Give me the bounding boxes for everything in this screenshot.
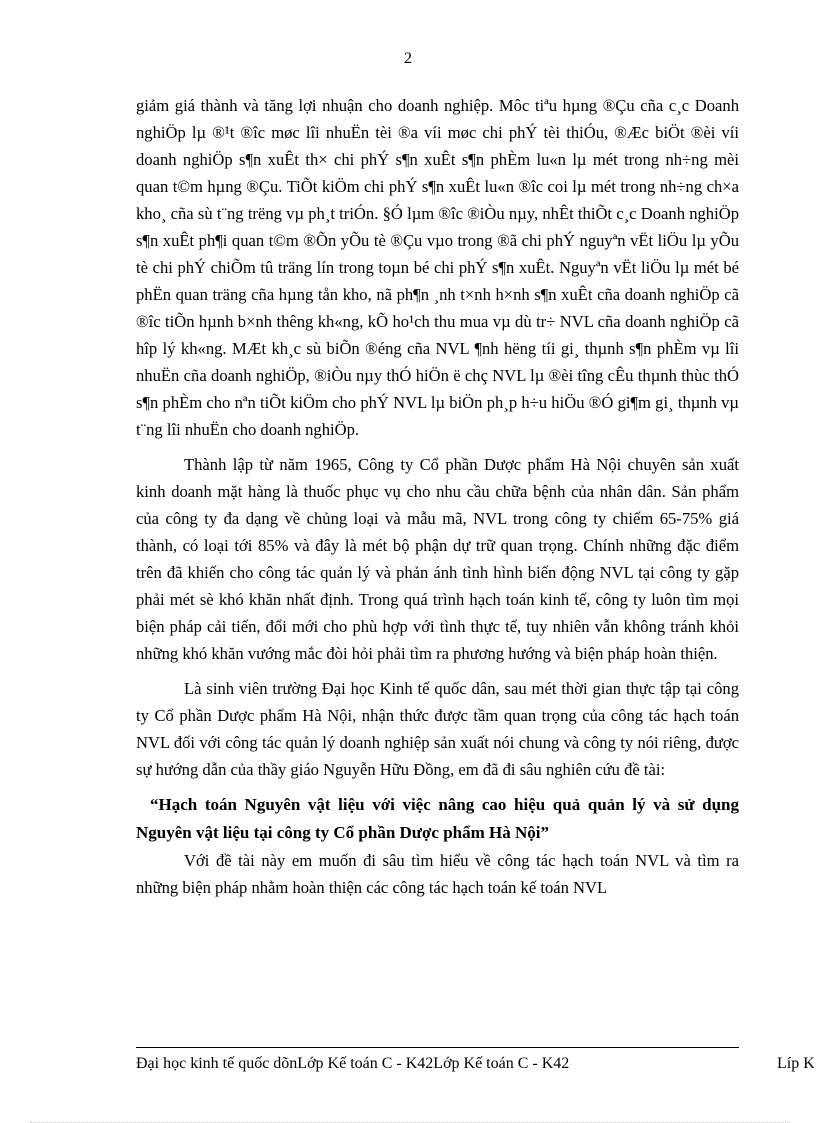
footer-left-text: Đại học kinh tế quốc dõnLớp Kế toán C - K42Lớp Kế toán C - K42 — [136, 1055, 570, 1072]
paragraph-purpose: Với đề tài này em muốn đi sâu tìm hiểu về công tác hạch toán NVL và tìm ra những biện pháp nhằm hoàn thiện các công tác hạch toán kế toán NVL — [136, 851, 739, 897]
document-body — [136, 92, 739, 901]
thesis-topic-title: “Hạch toán Nguyên vật liệu với việc nâng cao hiệu quả quản lý và sử dụng Nguyên vật liệu tại công ty Cổ phần Dược phẩm Hà Nội” — [136, 795, 739, 842]
page-number: 2 — [404, 50, 412, 67]
paragraph-internship: Là sinh viên trường Đại học Kinh tế quốc dân, sau mét thời gian thực tập tại công ty Cổ phần Dược phẩm Hà Nội, nhận thức được tầm quan trọng của công tác hạch toán NVL đối với công tác quản lý doanh nghiệp sản xuất nói chung và công ty nói riêng, được sự hướng dẫn của thầy giáo Nguyễn Hữu Đồng, em đã đi sâu nghiên cứu đề tài: — [136, 679, 739, 779]
footer-right-text: Líp K — [777, 1055, 815, 1072]
footer-divider — [136, 1047, 739, 1048]
paragraph-raw-material-importance: giảm giá thành và tăng lợi nhuận cho doanh nghiệp. Môc tiªu hµng ®Çu cña c¸c Doanh nghiÖp lµ ®¹t ®îc møc lîi nhuËn tèi ®a víi møc chi phÝ tèi thiÓu, ®Æc biÖt ®èi víi doanh nghiÖp s¶n xuÊt th× chi phÝ s¶n xuÊt s¶n phÈm lu«n lµ mét trong nh÷ng mèi quan t©m hµng ®Çu. TiÕt kiÖm chi phÝ s¶n xuÊt lu«n ®îc coi lµ mét trong nh÷ng ch×a kho¸ cña sù t¨ng trëng vµ ph¸t triÓn. §Ó lµm ®îc ®iÒu nµy, nhÊt thiÕt c¸c Doanh nghiÖp s¶n xuÊt ph¶i quan t©m ®Õn yÕu tè ®Çu vµo trong ®ã chi phÝ nguyªn vËt liÖu lµ yÕu tè chi phÝ chiÕm tû träng lín trong toµn bé chi phÝ s¶n xuÊt. Nguyªn vËt liÖu lµ mét bé phËn quan träng cña hµng tån kho, nã ph¶n ¸nh t×nh h×nh s¶n xuÊt cña doanh nghiÖp cã ®îc tiÕn hµnh b×nh thêng kh«ng, kÕ ho¹ch thu mua vµ dù tr÷ NVL cña doanh nghiÖp cã hîp lý kh«ng. MÆt kh¸c sù biÕn ®éng cña NVL ¶nh hëng tíi gi¸ thµnh s¶n phÈm vµ lîi nhuËn cña doanh nghiÖp, ®iÒu nµy thÓ hiÖn ë chç NVL lµ ®èi tîng cÊu thµnh thùc thÓ s¶n phÈm cho nªn tiÕt kiÖm cho phÝ NVL lµ biÖn ph¸p h÷u hiÖu ®Ó gi¶m gi¸ thµnh vµ t¨ng lîi nhuËn cho doanh nghiÖp. — [136, 96, 739, 439]
paragraph-company-intro: Thành lập từ năm 1965, Công ty Cổ phần Dược phẩm Hà Nội chuyên sản xuất kinh doanh mặt hàng là thuốc phục vụ cho nhu cầu chữa bệnh của nhân dân. Sản phẩm của công ty đa dạng về chủng loại và mẫu mã, NVL trong công ty chiếm 65-75% giá thành, có loại tới 85% và đây là mét bộ phận dự trữ quan trọng. Chính những đặc điểm trên đã khiến cho công tác quản lý và phản ánh tình hình biến động NVL tại công ty gặp phải mét sè khó khăn nhất định. Trong quá trình hạch toán kinh tế, công ty luôn tìm mọi biện pháp cải tiến, đổi mới cho phù hợp với tình thực tế, tuy nhiên vẫn không tránh khỏi những khó khăn vướng mắc đòi hỏi phải tìm ra phương hướng và biện pháp hoàn thiện. — [136, 455, 739, 663]
